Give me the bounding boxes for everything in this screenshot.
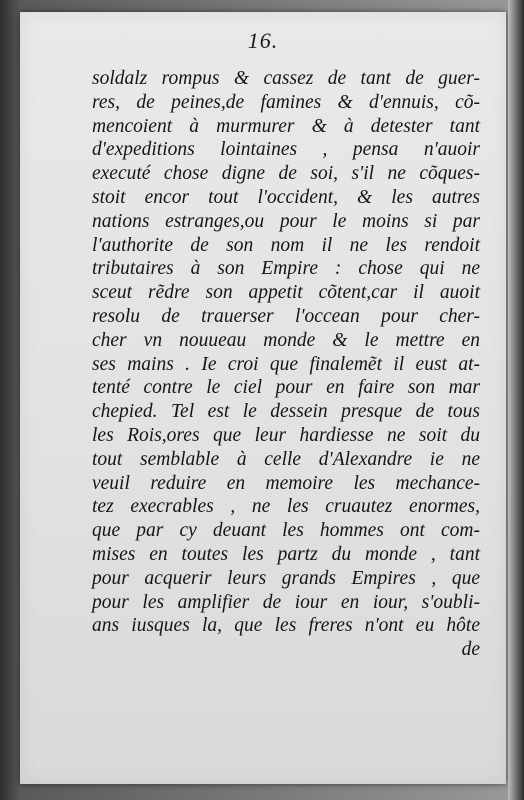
page-number: 16. [247, 28, 279, 53]
text-line: soldalz rompus & cassez de tant de guer- [92, 68, 480, 89]
text-line: sceut rẽdre son appetit cõtent,car il auoit [92, 282, 480, 304]
text-line: tout semblable à celle d'Alexandre ie ne [92, 448, 480, 470]
text-line: ans iusques la, que les freres n'ont eu hôte [92, 615, 480, 637]
text-line: pour acquerir leurs grands Empires , que [92, 567, 480, 589]
text-line: tenté contre le ciel pour en faire son mar [92, 377, 480, 399]
text-line: resolu de trauerser l'occean pour cher- [92, 305, 480, 327]
book-page [20, 12, 506, 784]
text-line: tributaires à son Empire : chose qui ne [92, 258, 480, 280]
text-line: mises en toutes les partz du monde , tant [92, 543, 480, 565]
text-line: pour les amplifier de iour en iour, s'oubli- [92, 591, 480, 613]
text-line: nations estranges,ou pour le moins si par [92, 210, 480, 232]
text-line: les Rois,ores que leur hardiesse ne soit du [92, 424, 480, 446]
text-line: chepied. Tel est le dessein presque de tous [92, 401, 480, 423]
text-line: l'authorite de son nom il ne les rendoit [92, 234, 480, 256]
catchword: de [461, 639, 480, 661]
text-line: que par cy deuant les hommes ont com- [92, 520, 480, 542]
book-gutter-edge [508, 0, 524, 800]
text-line: executé chose digne de soi, s'il ne cõques- [92, 163, 480, 185]
text-line: mencoient à murmurer & à detester tant [92, 115, 480, 137]
text-line: veuil reduire en memoire les mechance- [92, 472, 480, 494]
body-text [92, 67, 480, 662]
text-line: res, de peines,de famines & d'ennuis, cõ- [92, 91, 480, 113]
text-line: stoit encor tout l'occident, & les autres [92, 186, 480, 208]
text-line: ses mains . Ie croi que finalemẽt il eust at- [92, 353, 480, 375]
text-line: cher vn nouueau monde & le mettre en [92, 329, 480, 351]
text-line: tez execrables , ne les cruautez enormes, [92, 496, 480, 518]
text-line: d'expeditions lointaines , pensa n'auoir [92, 139, 480, 161]
